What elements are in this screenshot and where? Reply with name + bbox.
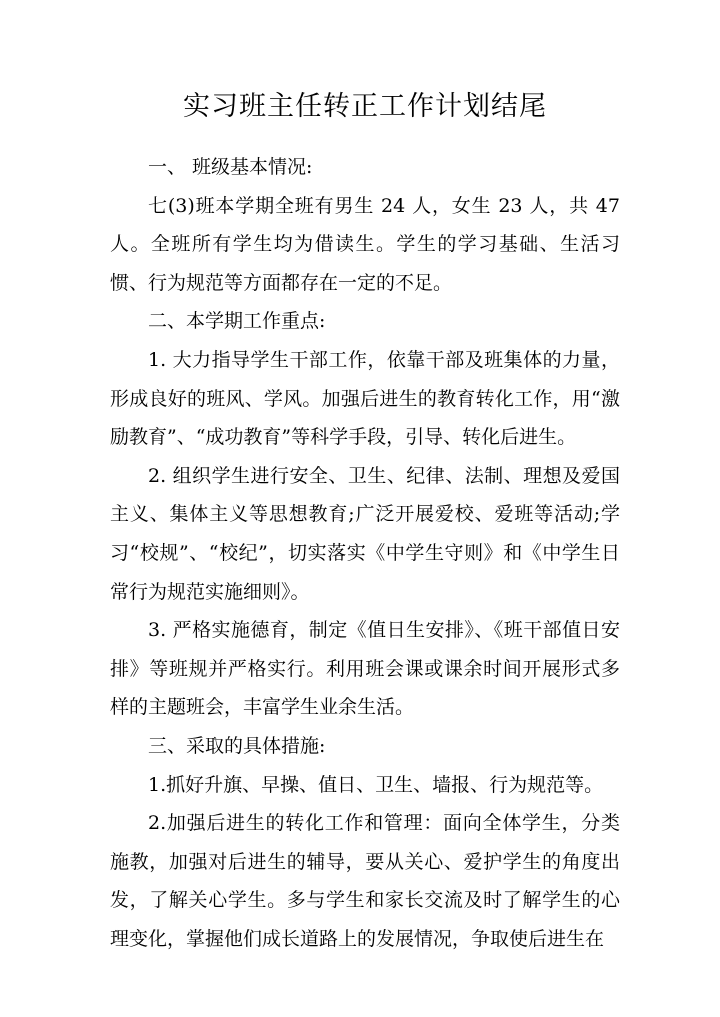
paragraph-focus-item-3: 3. 严格实施德育，制定《值日生安排》、《班干部值日安排》等班规并严格实行。利用班会课或课余时间开展形式多样的主题班会，丰富学生业余生活。 bbox=[110, 619, 620, 719]
section-heading-class-situation: 一、 班级基本情况: bbox=[148, 156, 313, 178]
document-title: 实习班主任转正工作计划结尾 bbox=[183, 91, 547, 122]
paragraph-focus-item-2: 2. 组织学生进行安全、卫生、纪律、法制、理想及爱国主义、集体主义等思想教育;广泛开展爱校、爱班等活动;学习“校规”、“校纪”，切实落实《中学生守则》和《中学生日常行为规范实施细则》。 bbox=[110, 464, 620, 603]
paragraph-measure-item-2: 2.加强后进生的转化工作和管理：面向全体学生，分类施教，加强对后进生的辅导，要从关心、爱护学生的角度出发，了解关心学生。多与学生和家长交流及时了解学生的心理变化，掌握他们成长道路上的发展情况，争取使后进生在 bbox=[110, 812, 620, 950]
paragraph-focus-item-1: 1. 大力指导学生干部工作，依靠干部及班集体的力量，形成良好的班风、学风。加强后进生的教育转化工作，用“激励教育”、“成功教育”等科学手段，引导、转化后进生。 bbox=[110, 348, 620, 449]
paragraph-class-overview: 七(3)班本学期全班有男生 24 人，女生 23 人，共 47 人。全班所有学生均为借读生。学生的学习基础、生活习惯、行为规范等方面都存在一定的不足。 bbox=[110, 194, 620, 294]
section-heading-measures: 三、采取的具体措施: bbox=[148, 734, 326, 757]
document-body bbox=[110, 148, 620, 958]
section-heading-work-focus: 二、本学期工作重点: bbox=[148, 310, 326, 333]
paragraph-measure-item-1: 1.抓好升旗、早操、值日、卫生、墙报、行为规范等。 bbox=[148, 773, 604, 796]
